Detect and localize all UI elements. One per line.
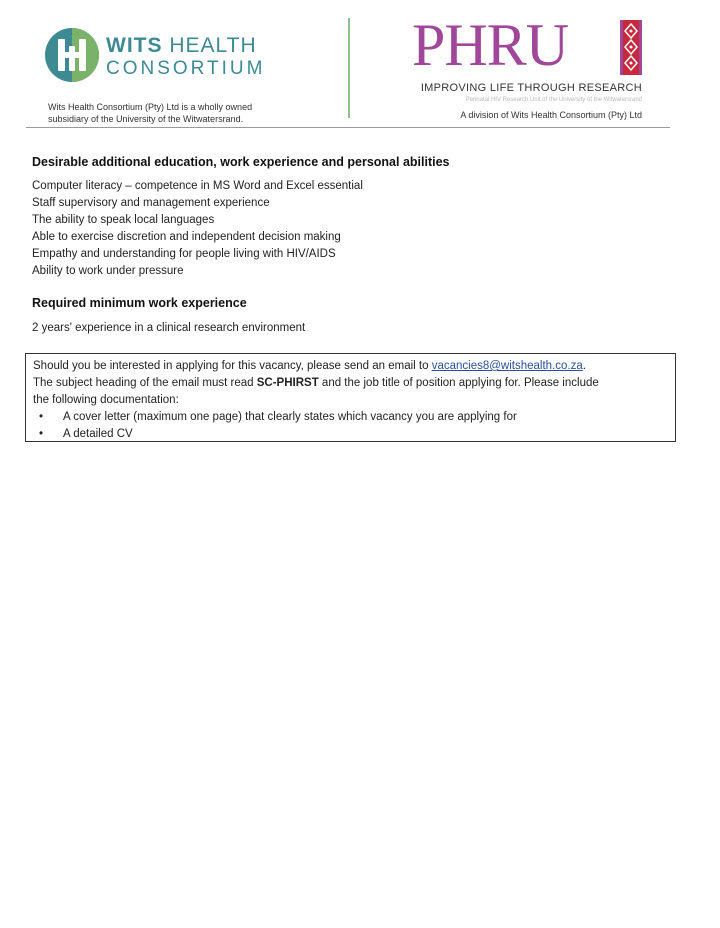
wits-health-logo-icon	[44, 27, 100, 83]
bullet-icon: •	[39, 428, 44, 440]
subject-code: SC-PHIRST	[256, 377, 319, 389]
application-line-2: The subject heading of the email must read SC-PHIRST and the job title of position applying for. Please include	[33, 377, 599, 389]
list-item: • A cover letter (maximum one page) that clearly states which vacancy you are applying for	[33, 409, 673, 426]
list-item: Computer literacy – competence in MS Word and Excel essential	[32, 180, 363, 192]
phru-tagline: IMPROVING LIFE THROUGH RESEARCH	[420, 82, 642, 94]
application-text	[33, 358, 673, 443]
list-item: Empathy and understanding for people living with HIV/AIDS	[32, 247, 336, 260]
wits-health-name: WITS HEALTH	[106, 34, 257, 57]
list-item: Staff supervisory and management experience	[32, 196, 270, 209]
documents-list	[33, 409, 673, 443]
required-heading: Required minimum work experience	[32, 296, 247, 310]
phru-logo-text: PHRU	[412, 12, 569, 78]
bullet-icon: •	[39, 411, 44, 423]
list-item: Ability to work under pressure	[32, 264, 184, 277]
phru-pattern-icon	[620, 20, 642, 75]
application-line-3: the following documentation:	[33, 394, 179, 406]
list-item: Able to exercise discretion and independent decision making	[32, 230, 341, 243]
wits-consortium-name: CONSORTIUM	[106, 58, 266, 79]
list-item: • A detailed CV	[33, 426, 673, 443]
list-item: The ability to speak local languages	[32, 213, 215, 226]
phru-division-note: A division of Wits Health Consortium (Pty) Ltd	[460, 110, 642, 120]
desirable-heading: Desirable additional education, work experience and personal abilities	[32, 155, 450, 169]
email-link[interactable]: vacancies8@witshealth.co.za	[431, 360, 583, 372]
phru-unit-name: Perinatal HIV Research Unit of the University of the Witwatersrand	[465, 97, 642, 103]
wits-subsidiary-note: Wits Health Consortium (Pty) Ltd is a wholly owned subsidiary of the University of the Witwatersrand.	[48, 102, 253, 124]
application-box	[25, 353, 676, 442]
header-rule	[26, 127, 670, 128]
required-experience-text: 2 years' experience in a clinical research environment	[32, 322, 306, 334]
desirable-list	[32, 178, 363, 279]
header-divider	[348, 18, 350, 118]
application-line-1: Should you be interested in applying for this vacancy, please send an email to vacancies8@witshealth.co.za.	[33, 360, 586, 372]
